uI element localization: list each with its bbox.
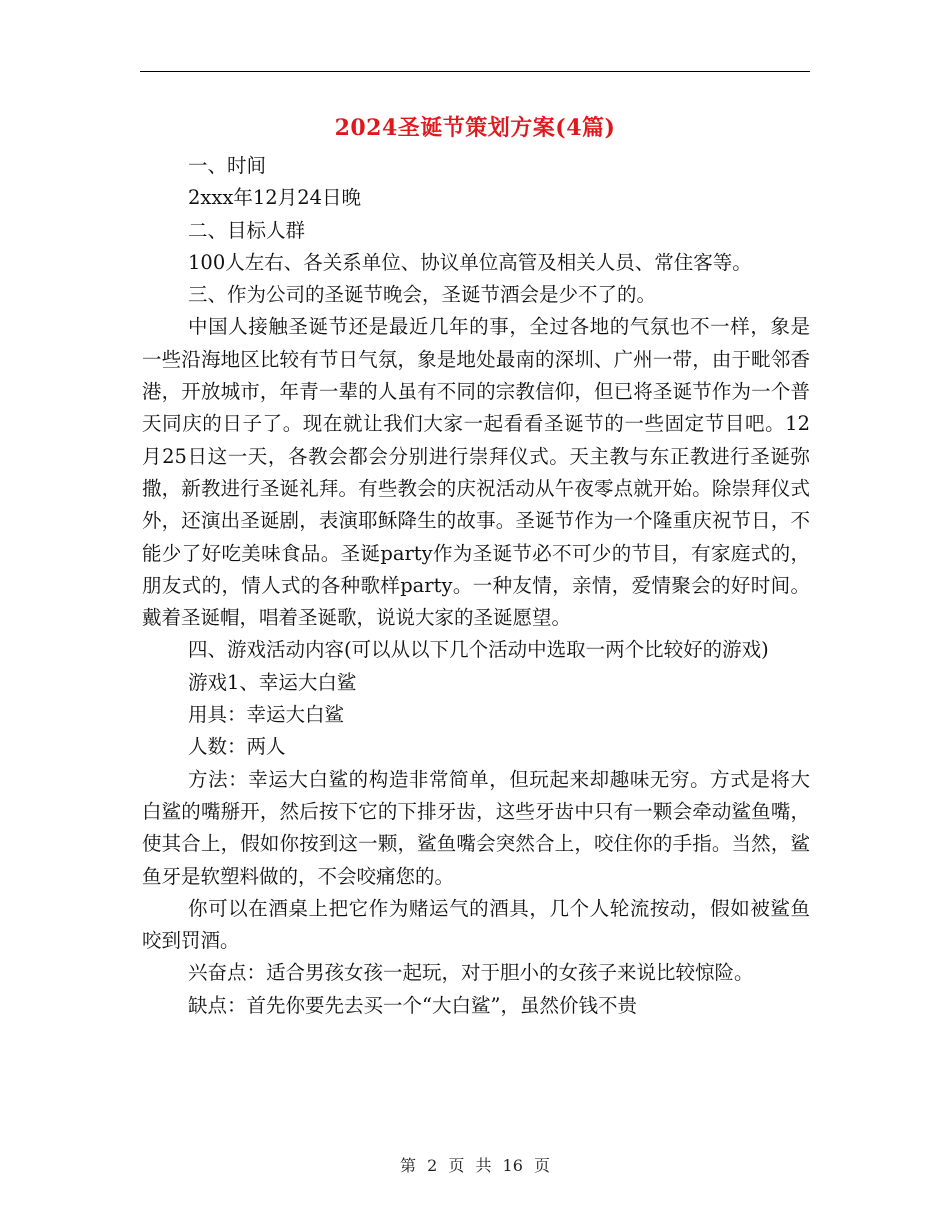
document-body bbox=[142, 150, 810, 1022]
header-rule bbox=[140, 71, 810, 72]
game-title: 游戏1、幸运大白鲨 bbox=[188, 670, 357, 694]
christmas-intro-paragraph: 中国人接触圣诞节还是最近几年的事，全过各地的气氛也不一样，象是一些沿海地区比较有节日气氛，象是地处最南的深圳、广州一带，由于毗邻香港，开放城市，年青一辈的人虽有不同的宗教信仰，但已将圣诞节作为一个普天同庆的日子了。现在就让我们大家一起看看圣诞节的一些固定节目吧。12月25日这一天，各教会都会分别进行崇拜仪式。天主教与东正教进行圣诞弥撒，新教进行圣诞礼拜。有些教会的庆祝活动从午夜零点就开始。除崇拜仪式外，还演出圣诞剧，表演耶稣降生的故事。圣诞节作为一个隆重庆祝节日，不能少了好吃美味食品。圣诞party作为圣诞节必不可少的节目，有家庭式的，朋友式的，情人式的各种歌样party。一种友情，亲情，爱情聚会的好时间。戴着圣诞帽，唱着圣诞歌，说说大家的圣诞愿望。 bbox=[142, 315, 810, 630]
audience-text: 100人左右、各关系单位、协议单位高管及相关人员、常住客等。 bbox=[188, 250, 752, 274]
page-number: 第 2 页 共 16 页 bbox=[400, 1156, 550, 1175]
section-heading-games: 四、游戏活动内容(可以从以下几个活动中选取一两个比较好的游戏) bbox=[188, 638, 769, 662]
game-drinking-variant: 你可以在酒桌上把它作为赌运气的酒具，几个人轮流按动，假如被鲨鱼咬到罚酒。 bbox=[142, 896, 810, 953]
game-equipment: 用具：幸运大白鲨 bbox=[188, 703, 345, 727]
game-players: 人数：两人 bbox=[188, 735, 286, 759]
game-highlight: 兴奋点：适合男孩女孩一起玩，对于胆小的女孩子来说比较惊险。 bbox=[188, 961, 754, 985]
section-heading-audience: 二、目标人群 bbox=[188, 218, 306, 242]
section-heading-time: 一、时间 bbox=[188, 154, 267, 177]
document-title: 2024圣诞节策划方案(4篇) bbox=[334, 115, 616, 141]
game-method: 方法：幸运大白鲨的构造非常简单，但玩起来却趣味无穷。方式是将大白鲨的嘴掰开，然后按下它的下排牙齿，这些牙齿中只有一颗会牵动鲨鱼嘴，使其合上，假如你按到这一颗，鲨鱼嘴会突然合上，咬住你的手指。当然，鲨鱼牙是软塑料做的，不会咬痛您的。 bbox=[142, 767, 810, 888]
section-heading-party: 三、作为公司的圣诞节晚会，圣诞节酒会是少不了的。 bbox=[188, 283, 657, 307]
game-drawback: 缺点：首先你要先去买一个“大白鲨”，虽然价钱不贵 bbox=[188, 993, 637, 1017]
date-text: 2xxx年12月24日晚 bbox=[188, 186, 362, 210]
